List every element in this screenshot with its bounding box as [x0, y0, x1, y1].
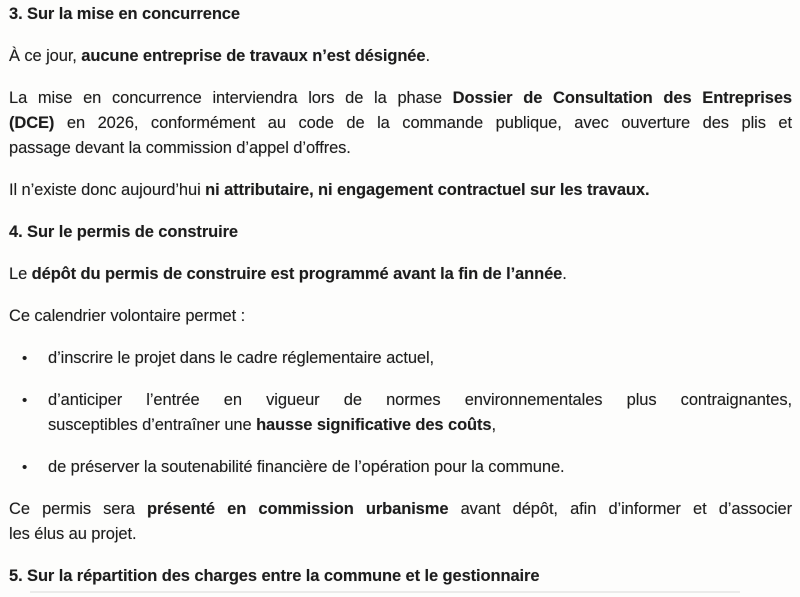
section-heading-concurrence	[9, 2, 792, 27]
para-ni-attributaire	[9, 178, 792, 203]
bullet-icon: •	[22, 350, 28, 367]
text-line: 4. Sur le permis de construire	[9, 223, 238, 241]
bullet-item-soutenabilite	[9, 455, 792, 480]
bullet-icon: •	[22, 392, 28, 409]
text-line: (DCE) en 2026, conformément au code de la commande publique, avec ouverture des plis et	[9, 114, 792, 132]
bullet-item-cadre-reglementaire	[9, 346, 792, 371]
text-line: 3. Sur la mise en concurrence	[9, 5, 240, 23]
text-line: Le dépôt du permis de construire est programmé avant la fin de l’année.	[9, 265, 567, 283]
text-line: Ce permis sera présenté en commission urbanisme avant dépôt, afin d’informer et d’associer	[9, 500, 793, 518]
para-entreprise-designee	[9, 44, 792, 69]
text-line: passage devant la commission d’appel d’offres.	[9, 139, 351, 157]
text-line: susceptibles d’entraîner une hausse significative des coûts,	[48, 416, 496, 434]
text-line: d’inscrire le projet dans le cadre réglementaire actuel,	[48, 349, 435, 367]
text-line: les élus au projet.	[9, 525, 137, 543]
section-heading-repartition-charges	[9, 564, 792, 589]
bullet-item-normes-environnementales	[9, 388, 792, 438]
text-line: Il n’existe donc aujourd’hui ni attributaire, ni engagement contractuel sur les travaux.	[9, 181, 650, 199]
text-line: Ce calendrier volontaire permet :	[9, 307, 246, 325]
text-line: À ce jour, aucune entreprise de travaux n’est désignée.	[9, 47, 430, 65]
para-mise-en-concurrence-dce	[9, 86, 792, 161]
para-commission-urbanisme	[9, 497, 792, 547]
text-line: 5. Sur la répartition des charges entre la commune et le gestionnaire	[9, 567, 540, 585]
para-depot-permis	[9, 262, 792, 287]
text-line: La mise en concurrence interviendra lors de la phase Dossier de Consultation des Entreprises	[9, 89, 792, 107]
section-heading-permis	[9, 220, 792, 245]
text-line: d’anticiper l’entrée en vigueur de normes environnementales plus contraignantes,	[48, 391, 792, 409]
bullet-icon: •	[22, 459, 28, 476]
text-line: de préserver la soutenabilité financière de l’opération pour la commune.	[48, 458, 565, 476]
scan-edge-artifact	[30, 591, 740, 593]
para-calendrier-intro	[9, 304, 792, 329]
